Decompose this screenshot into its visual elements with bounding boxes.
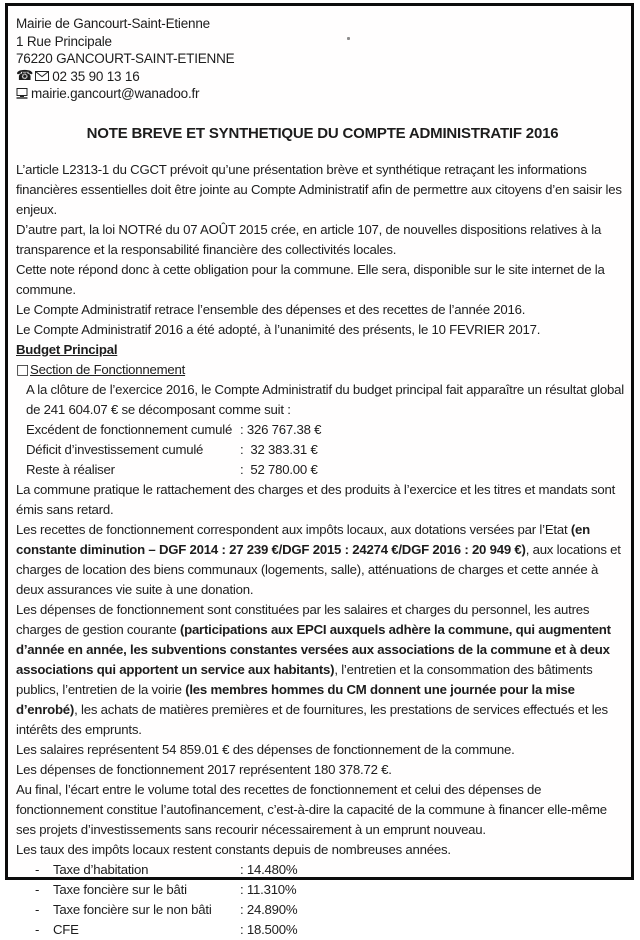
text-segment: A la clôture de l’exercice 2016, le Compte Administratif du budget principal fait apparaître un résultat global de 241 604.07 € se décomposant comme suit :: [26, 381, 624, 417]
bullet-dash: -: [35, 901, 40, 917]
text-segment: , les achats de matières premières et de fournitures, les prestations de services effectués et les intérêts des emprunts.: [16, 701, 608, 737]
paragraph: [16, 160, 629, 220]
text-segment: Section de Fonctionnement: [30, 361, 186, 377]
tax-row: [16, 900, 629, 920]
paragraph: [16, 380, 629, 420]
text-segment: Les dépenses de fonctionnement 2017 représentent 180 378.72 €.: [16, 761, 392, 777]
email-line: [16, 85, 629, 103]
row-label: Reste à réaliser: [26, 461, 115, 477]
row-value: : 24.890%: [240, 901, 298, 917]
text-segment: , l’entretien et la consommation des bâtiments publics, l’entretien de la voirie: [16, 661, 593, 697]
phone-number: 02 35 90 13 16: [52, 68, 140, 84]
text-segment: Les dépenses de fonctionnement sont constituées par les salaires et charges du personnel, les autres charges de gestion courante: [16, 601, 590, 637]
text-segment: Au final, l’écart entre le volume total des recettes de fonctionnement et celui des dépenses de fonctionnement constitue l’autofinancement, c’est-à-dire la capacité de la commune à financer elle-même ses projets d’investissements sans recourir nécessairement à un emprunt nouveau.: [16, 781, 607, 837]
underlined-text: [16, 342, 117, 357]
amount-row: [16, 440, 629, 460]
paragraph: [16, 840, 629, 860]
paragraph: [16, 760, 629, 780]
section-heading: [16, 340, 629, 360]
text-segment: (en constante diminution – DGF 2014 : 27 239 €/DGF 2015 : 24274 €/DGF 2016 : 20 949 €): [16, 521, 590, 557]
amount-row: [16, 420, 629, 440]
text-segment: Le Compte Administratif 2016 a été adopté, à l’unanimité des présents, le 10 FEVRIER 2017.: [16, 321, 541, 337]
paragraph: [16, 480, 629, 520]
document-body: [16, 160, 629, 940]
tax-row: [16, 880, 629, 900]
page-title: NOTE BREVE ET SYNTHETIQUE DU COMPTE ADMINISTRATIF 2016: [86, 124, 559, 142]
text-segment: Cette note répond donc à cette obligation pour la commune. Elle sera, disponible sur le site internet de la commune.: [16, 261, 605, 297]
paragraph: [16, 520, 629, 600]
row-value: : 32 383.31 €: [240, 441, 318, 457]
address-street: 1 Rue Principale: [16, 33, 112, 49]
envelope-icon: [35, 71, 49, 81]
row-value: : 14.480%: [240, 861, 298, 877]
paragraph: [16, 300, 629, 320]
computer-icon: [16, 88, 28, 99]
text-segment: La commune pratique le rattachement des charges et des produits à l’exercice et les titres et mandats sont émis sans retard.: [16, 481, 616, 517]
row-label: Excédent de fonctionnement cumulé: [26, 421, 233, 437]
paragraph: [16, 220, 629, 260]
paragraph: [16, 260, 629, 300]
paragraph: [16, 320, 629, 340]
paragraph: [16, 600, 629, 740]
row-label: Taxe d’habitation: [53, 861, 149, 877]
amount-row: [16, 460, 629, 480]
row-label: Déficit d’investissement cumulé: [26, 441, 204, 457]
text-segment: (participations aux EPCI auxquels adhère la commune, qui augmentent d’année en année, les subventions constantes versées aux associations de la commune et à deux associations qui apportent un service aux habitants): [16, 621, 611, 677]
text-segment: Le Compte Administratif retrace l’ensemble des dépenses et des recettes de l’année 2016.: [16, 301, 526, 317]
row-value: : 11.310%: [240, 881, 297, 897]
text-segment: Les salaires représentent 54 859.01 € des dépenses de fonctionnement de la commune.: [16, 741, 515, 757]
text-segment: Les taux des impôts locaux restent constants depuis de nombreuses années.: [16, 841, 451, 857]
row-label: Taxe foncière sur le bâti: [53, 881, 187, 897]
email-address: mairie.gancourt@wanadoo.fr: [31, 86, 200, 101]
text-segment: Budget Principal: [16, 341, 118, 357]
document-border: [5, 3, 634, 937]
text-segment: , aux locations et charges de location des biens communaux (logements, salle), atténuations de charges et cette année à deux assurances vie suite à une donation.: [16, 541, 621, 597]
row-value: : 326 767.38 €: [240, 421, 322, 437]
org-name: Mairie de Gancourt-Saint-Etienne: [16, 16, 210, 31]
letterhead: [16, 15, 629, 103]
section-subheading: [16, 360, 629, 380]
paragraph: [16, 740, 629, 760]
text-segment: Les recettes de fonctionnement correspondent aux impôts locaux, aux dotations versées par l’Etat: [16, 521, 571, 537]
row-label: CFE: [53, 921, 79, 937]
checkbox-square-icon: □: [16, 361, 30, 378]
address-city: 76220 GANCOURT-SAINT-ETIENNE: [16, 51, 235, 66]
tax-row: [16, 920, 629, 940]
underlined-text: [30, 362, 185, 377]
row-label: Taxe foncière sur le non bâti: [53, 901, 212, 917]
bullet-dash: -: [35, 881, 40, 897]
bullet-dash: -: [35, 861, 40, 877]
phone-icon: ☎: [16, 68, 34, 85]
row-value: : 18.500%: [240, 921, 298, 937]
row-value: : 52 780.00 €: [240, 461, 318, 477]
text-segment: L’article L2313-1 du CGCT prévoit qu’une présentation brève et synthétique retraçant les informations financières essentielles doit être jointe au Compte Administratif afin de permettre aux citoyens d’en saisir les enjeux.: [16, 161, 622, 217]
phone-line: [16, 68, 629, 86]
paragraph: [16, 780, 629, 840]
tax-row: [16, 860, 629, 880]
text-segment: D’autre part, la loi NOTRé du 07 AOÛT 2015 crée, en article 107, de nouvelles dispositions relatives à la transparence et la responsabilité financière des collectivités locales.: [16, 221, 602, 257]
scan-speck: [347, 37, 350, 40]
text-segment: (les membres hommes du CM donnent une journée pour la mise d’enrobé): [16, 681, 575, 717]
bullet-dash: -: [35, 921, 40, 937]
